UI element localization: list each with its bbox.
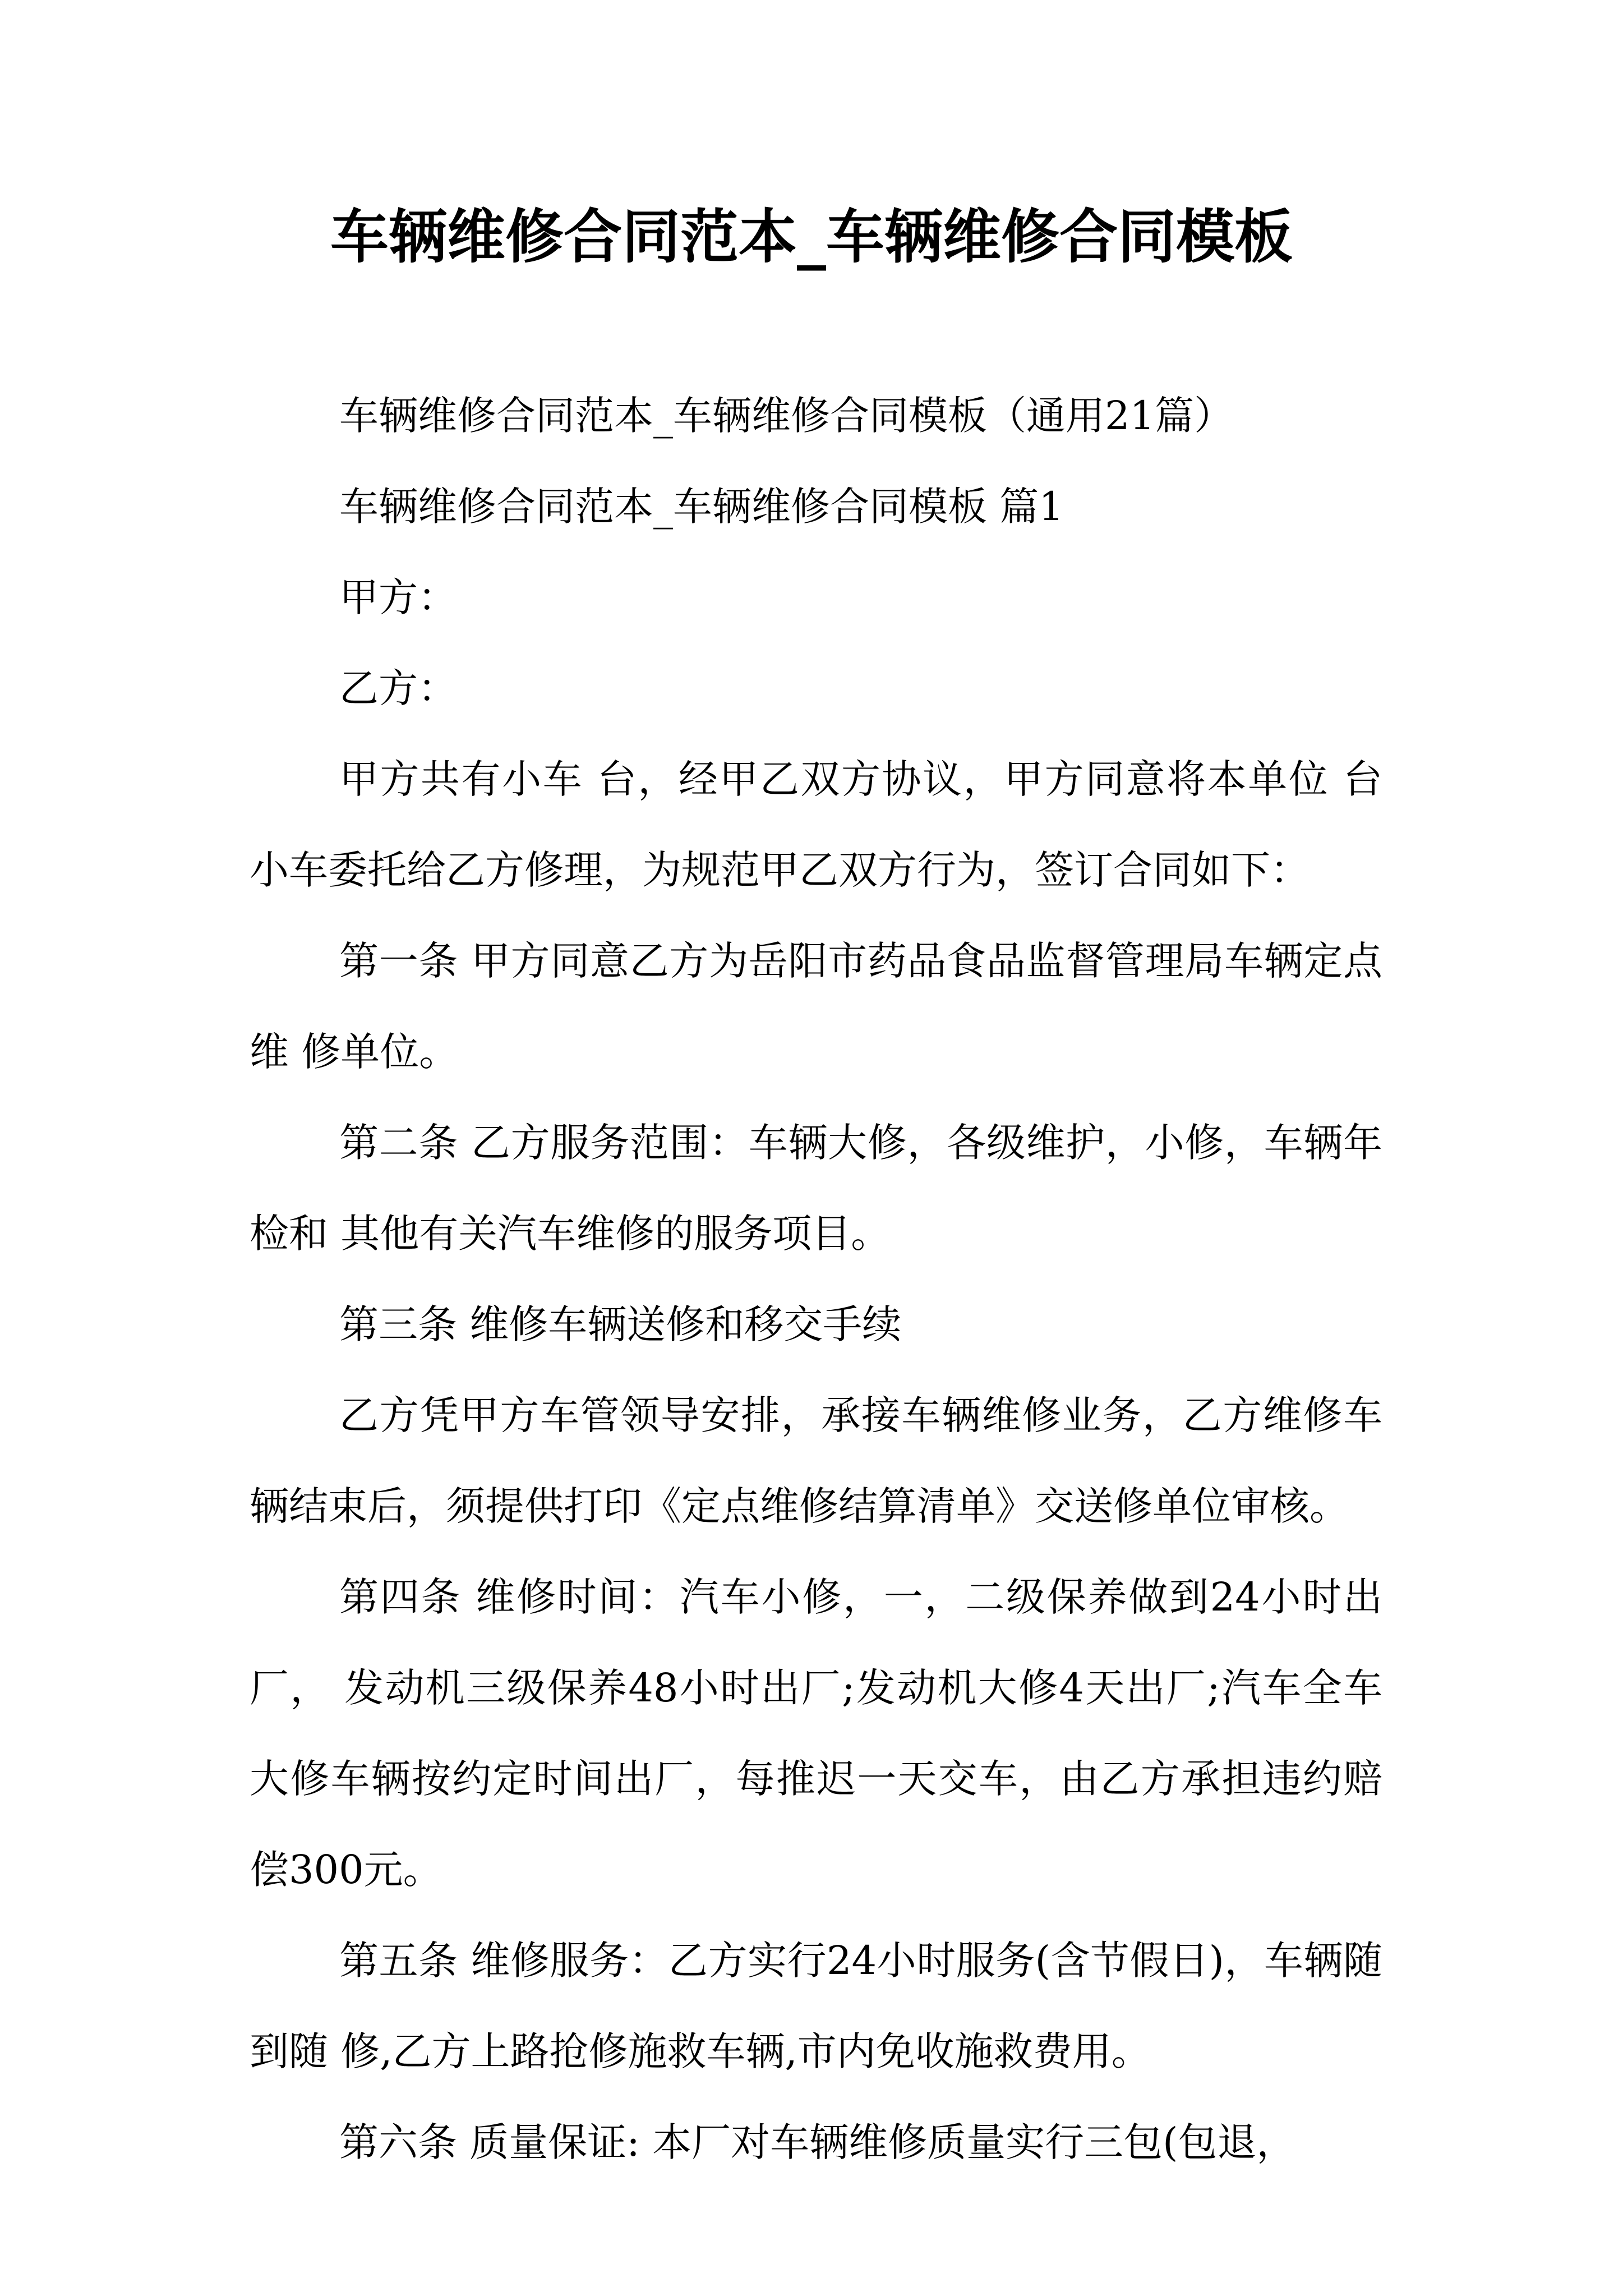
paragraph-article-3: 第三条 维修车辆送修和移交手续 bbox=[339, 1301, 902, 1347]
paragraph-section-heading: 车辆维修合同范本_车辆维修合同模板 篇1 bbox=[339, 484, 1064, 530]
paragraph-party-a: 甲方： bbox=[339, 574, 457, 620]
paragraph-article-4: 第四条 维修时间：汽车小修，一，二级保养做到24小时出厂， 发动机三级保养48小时出厂;发动机大修4天出厂;汽车全车大修车辆按约定时间出厂，每推迟一天交车，由乙方承担违约赔偿300元。 bbox=[250, 1574, 1382, 1893]
document-title: 车辆维修合同范本_车辆维修合同模板 bbox=[330, 203, 1293, 271]
document-body bbox=[250, 370, 1382, 2188]
paragraph-article-2: 第二条 乙方服务范围：车辆大修，各级维护，小修，车辆年检和 其他有关汽车维修的服务项目。 bbox=[250, 1120, 1382, 1257]
paragraph-article-6: 第六条 质量保证: 本厂对车辆维修质量实行三包(包退， bbox=[339, 2119, 1296, 2165]
paragraph-article-5: 第五条 维修服务：乙方实行24小时服务(含节假日)，车辆随到随 修,乙方上路抢修施救车辆,市内免收施救费用。 bbox=[250, 1938, 1382, 2074]
paragraph-party-b: 乙方： bbox=[339, 665, 457, 711]
paragraph-subtitle: 车辆维修合同范本_车辆维修合同模板（通用21篇） bbox=[339, 393, 1234, 439]
paragraph-article-1: 第一条 甲方同意乙方为岳阳市药品食品监督管理局车辆定点维 修单位。 bbox=[250, 938, 1382, 1075]
paragraph-intro: 甲方共有小车 台，经甲乙双方协议，甲方同意将本单位 台小车委托给乙方修理，为规范甲乙双方行为，签订合同如下： bbox=[250, 756, 1382, 893]
paragraph-article-3-detail: 乙方凭甲方车管领导安排，承接车辆维修业务，乙方维修车辆结束后，须提供打印《定点维修结算清单》交送修单位审核。 bbox=[250, 1392, 1382, 1529]
